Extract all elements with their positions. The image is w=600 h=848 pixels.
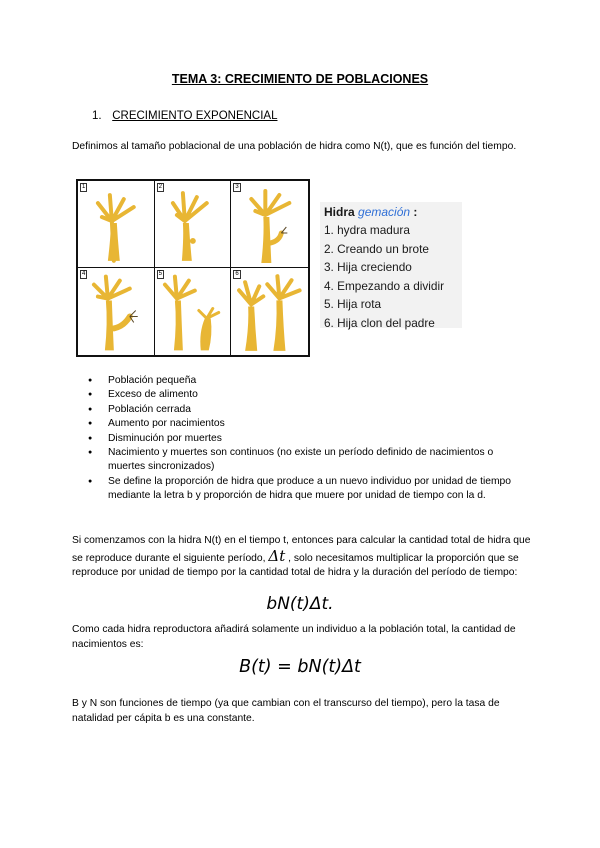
births-paragraph: Como cada hidra reproductora añadirá solamente un individuo a la población total, la cantidad de nacimientos es: <box>72 624 516 650</box>
legend-title-word: Hidra <box>324 205 355 219</box>
panel-number: 6 <box>235 271 239 277</box>
hydra-panel <box>231 268 308 355</box>
delta-t-symbol: Δt <box>268 546 286 565</box>
list-item: ● Población cerrada <box>88 403 528 417</box>
legend-item: 3. Hija creciendo <box>324 260 412 275</box>
section-heading <box>92 110 278 122</box>
section-number: 1. <box>92 110 102 122</box>
hydra-budding-figure <box>76 179 310 357</box>
list-item: ● Exceso de alimento <box>88 388 528 402</box>
intro-paragraph: Definimos al tamaño poblacional de una población de hidra como N(t), que es función del tiempo. <box>72 141 517 152</box>
panel-number: 1 <box>82 184 86 190</box>
hydra-illustration <box>155 181 231 267</box>
list-item: ● Aumento por nacimientos <box>88 417 528 431</box>
formula-bNt: bN(t)Δt. <box>266 594 334 614</box>
legend-title-accent: gemación <box>358 205 411 219</box>
legend-item: 1. hydra madura <box>324 223 410 237</box>
budding-legend <box>320 202 462 328</box>
hydra-illustration <box>155 268 231 355</box>
list-item: ● Nacimiento y muertes son continuos (no existe un período definido de nacimientos o muertes sincronizados) <box>88 446 528 475</box>
hydra-panel <box>155 181 232 268</box>
panel-number: 2 <box>158 184 162 190</box>
legend-item: 5. Hija rota <box>324 297 382 312</box>
conclusion-paragraph: B y N son funciones de tiempo (ya que cambian con el transcurso del tiempo), pero la tasa de natalidad per cápita b es una constante. <box>72 698 500 724</box>
hydra-illustration <box>231 268 308 355</box>
list-item: ● Se define la proporción de hidra que produce a un nuevo individuo por unidad de tiempo mediante la letra b y proporción de hidra que muere por unidad de tiempo con la d. <box>88 475 528 504</box>
list-item: ● Disminución por muertes <box>88 432 528 446</box>
paragraph-text: Si comenzamos con la hidra N(t) en el tiempo t, entonces para calcular la cantidad total de hidra que se reproduce durante el siguiente período, <box>72 535 531 564</box>
panel-number: 3 <box>235 184 239 190</box>
list-item: ● Población pequeña <box>88 374 528 388</box>
legend-item: 2. Creando un brote <box>324 241 429 256</box>
hydra-panel <box>78 181 155 268</box>
panel-number: 4 <box>82 271 86 277</box>
page-title: TEMA 3: CRECIMIENTO DE POBLACIONES <box>171 72 429 86</box>
assumptions-list <box>88 374 528 504</box>
legend-item: 4. Empezando a dividir <box>324 278 445 293</box>
section-title: CRECIMIENTO EXPONENCIAL <box>112 110 278 122</box>
legend-item: 6. Hija clon del padre <box>324 315 435 330</box>
hydra-panel <box>78 268 155 355</box>
legend-list <box>324 221 462 333</box>
panel-number: 5 <box>158 271 162 277</box>
hydra-illustration <box>231 181 308 267</box>
hydra-illustration <box>78 181 154 267</box>
legend-title <box>324 205 462 220</box>
paragraph-text: , solo necesitamos multiplicar la proporción que se reproduce por unidad de tiempo por la cantidad total de hidra y la duración del período de tiempo: <box>72 552 519 578</box>
hydra-illustration <box>78 268 154 355</box>
legend-title-colon: : <box>413 205 418 219</box>
hydra-panel <box>231 181 308 268</box>
hydra-panel <box>155 268 232 355</box>
reproduction-paragraph <box>72 534 534 581</box>
formula-births: B(t) = bN(t)Δt <box>239 657 361 677</box>
